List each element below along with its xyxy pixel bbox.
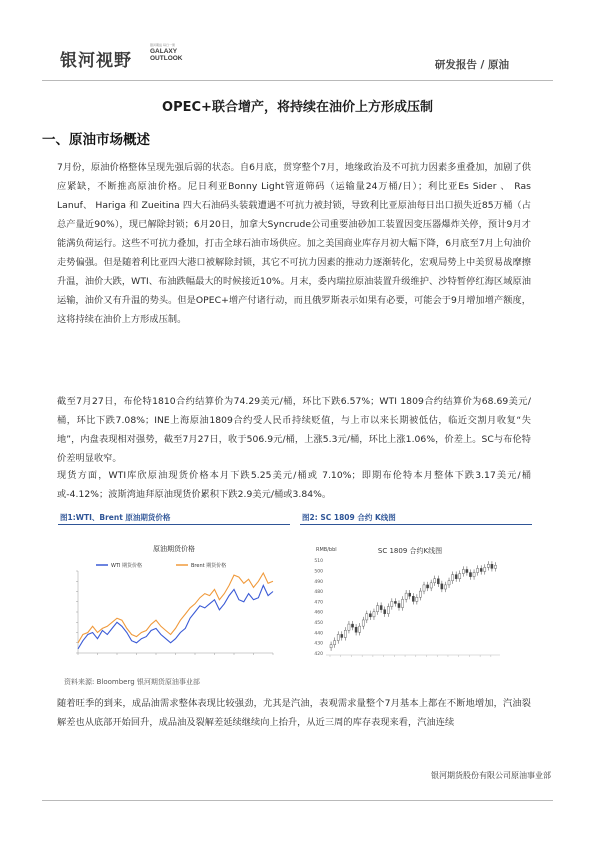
candle-body <box>459 574 461 579</box>
chart-1-title: 原油期货价格 <box>153 545 195 553</box>
candle-body <box>362 620 364 626</box>
candle-body <box>341 634 343 637</box>
candle-body <box>430 583 432 588</box>
footer-org: 银河期货股份有限公司原油事业部 <box>431 771 551 780</box>
candle-body <box>444 585 446 589</box>
series-line-wti <box>78 585 273 649</box>
candle-body <box>387 607 389 614</box>
candle-body <box>484 567 486 571</box>
chart-2-y-tick-label: 490 <box>314 579 323 585</box>
candle-body <box>455 575 457 579</box>
candle-body <box>491 564 493 568</box>
header-divider <box>42 80 553 81</box>
candle-body <box>376 606 378 612</box>
candle-body <box>351 624 353 627</box>
chart-1-legend <box>96 562 226 569</box>
candle-body <box>469 573 471 577</box>
candle-body <box>334 641 336 645</box>
logo-tagline: 银河期货 每日一策 <box>150 43 175 47</box>
candle-body <box>416 597 418 601</box>
candle-body <box>384 610 386 614</box>
candle-body <box>423 585 425 591</box>
chart-2-y-tick-label: 480 <box>314 590 323 596</box>
section-heading: 一、原油市场概述 <box>42 132 150 148</box>
candle-body <box>398 603 400 607</box>
candle-body <box>330 645 332 648</box>
chart-2-y-tick-label: 430 <box>314 641 323 647</box>
paragraph-3: 现货方面，WTI库欣原油现货价格本月下跌5.25美元/桶或 7.10%；即期布伦特本月整体下跌3.17美元/桶或-4.12%；波斯湾迪拜原油现货价累积下跌2.9美元/桶或3.84%。 <box>57 470 531 500</box>
candle-body <box>452 575 454 581</box>
chart-2-y-tick-label: 470 <box>314 600 323 606</box>
figure-source: 资料来源: Bloomberg 银河期货原油事业部 <box>64 678 200 686</box>
chart-2-y-tick-label: 420 <box>314 651 323 657</box>
candle-body <box>466 569 468 572</box>
candle-body <box>448 581 450 585</box>
figure-1-caption: 图1:WTI、Brent 原油期货价格 <box>60 513 171 522</box>
series-line-brent <box>78 573 273 643</box>
candle-body <box>434 579 436 583</box>
paragraph-1: 7月份，原油价格整体呈现先强后弱的状态。自6月底，贯穿整个7月，地缘政治及不可抗力因素多重叠加，加剧了供应紧缺，不断推高原油价格。尼日利亚Bonny Light管道筛码（运输量24万桶/日）；利比亚Es Sider 、 Ras Lanuf、 Hariga 和 Zueitina 四大石油码头装载遭遇不可抗力被封锁，导致利比亚原油每日出口损失近85万桶（占总产量近90%），现已解除封锁；6月20日，加拿大Syncrude公司重要油砂加工装置因变压器爆炸关停，预计9月才能满负荷运行。这些不可抗力叠加，打击全球石油市场供应。加之美国商业库存月初大幅下降，6月底至7月上旬油价走势偏强。但是随着利比亚四大港口被解除封锁，其它不可抗力因素的推动力逐渐转化，宏观局势上中美贸易战摩擦升温，油价大跌，WTI、布油跌幅最大的时候接近10%。月末，委内瑞拉原油装置升级维护、沙特暂停红海区域原油运输，油价又有升温的势头。但是OPEC+增产付诸行动，而且俄罗斯表示如果有必要，可能会于9月增加增产额度，这将持续在油价上方形成压制。 <box>57 162 531 325</box>
logo-text: 银河视野 <box>60 51 132 71</box>
chart-2-candles <box>330 561 497 651</box>
logo-en-line2: OUTLOOK <box>150 55 183 62</box>
candle-body <box>348 624 350 630</box>
candle-body <box>487 564 489 567</box>
figure-2-caption: 图2: SC 1809 合约 K线图 <box>302 513 396 522</box>
legend-wti-label: WTI 期货价格 <box>111 563 143 569</box>
chart-2-y-tick-label: 460 <box>314 610 323 616</box>
chart-1-lines <box>78 573 273 649</box>
figure-1-chart <box>58 524 290 673</box>
paragraph-4: 随着旺季的到来，成品油需求整体表现比较强劲，尤其是汽油，表观需求量整个7月基本上都在不断地增加，汽油裂解差也从底部开始回升，成品油及裂解差延续继续向上抬升，从近三周的库存表现来看，汽油连续 <box>57 698 531 728</box>
chart-2-ylabel: RMB/bbl <box>316 547 337 553</box>
chart-2-title: SC 1809 合约K线图 <box>377 547 443 555</box>
candle-body <box>473 573 475 577</box>
candle-body <box>391 601 393 606</box>
logo-en-line1: GALAXY <box>150 48 178 55</box>
footer-divider <box>42 800 553 801</box>
candle-body <box>337 634 339 640</box>
document-title: OPEC+联合增产，将持续在油价上方形成压制 <box>162 100 433 115</box>
candle-body <box>480 568 482 571</box>
candle-body <box>344 630 346 637</box>
chart-2-y-tick-label: 510 <box>314 559 323 565</box>
chart-2-y-tick-label: 450 <box>314 621 323 627</box>
chart-2-axes <box>314 558 500 657</box>
report-category: 研发报告 / 原油 <box>434 59 509 71</box>
figure-2-chart <box>300 524 532 673</box>
page-header <box>0 0 595 95</box>
candle-body <box>441 584 443 589</box>
candle-body <box>359 626 361 632</box>
line-chart-svg <box>58 525 290 673</box>
legend-brent-label: Brent 期货价格 <box>191 563 227 569</box>
candle-body <box>355 627 357 632</box>
chart-2-y-tick-label: 500 <box>314 569 323 575</box>
candle-body <box>462 569 464 573</box>
candle-body <box>366 614 368 620</box>
logo-en <box>150 48 183 62</box>
candle-body <box>477 568 479 572</box>
candle-body <box>412 596 414 601</box>
chart-2-y-tick-label: 440 <box>314 631 323 637</box>
paragraph-2: 截至7月27日，布伦特1810合约结算价为74.29美元/桶，环比下跌6.57%；WTI 1809合约结算价为68.69美元/桶，环比下跌7.08%；INE上海原油1809合约受人民币持续贬值，与上市以来长期被低估，临近交割月收复“失地”，内盘表现相对强势，截至7月27日，收于506.9元/桶，上涨5.3元/桶，环比上涨1.06%，价差上。SC与布伦特价差明显收窄。 <box>57 396 531 464</box>
candle-body <box>437 579 439 584</box>
candle-body <box>373 612 375 617</box>
candle-body <box>380 606 382 610</box>
candle-body <box>409 593 411 596</box>
candle-body <box>394 601 396 603</box>
candle-body <box>401 599 403 607</box>
candle-body <box>494 565 496 568</box>
candle-body <box>369 614 371 617</box>
candle-body <box>419 591 421 597</box>
candle-body <box>405 593 407 599</box>
candle-body <box>427 585 429 588</box>
candlestick-chart-svg <box>300 525 532 673</box>
